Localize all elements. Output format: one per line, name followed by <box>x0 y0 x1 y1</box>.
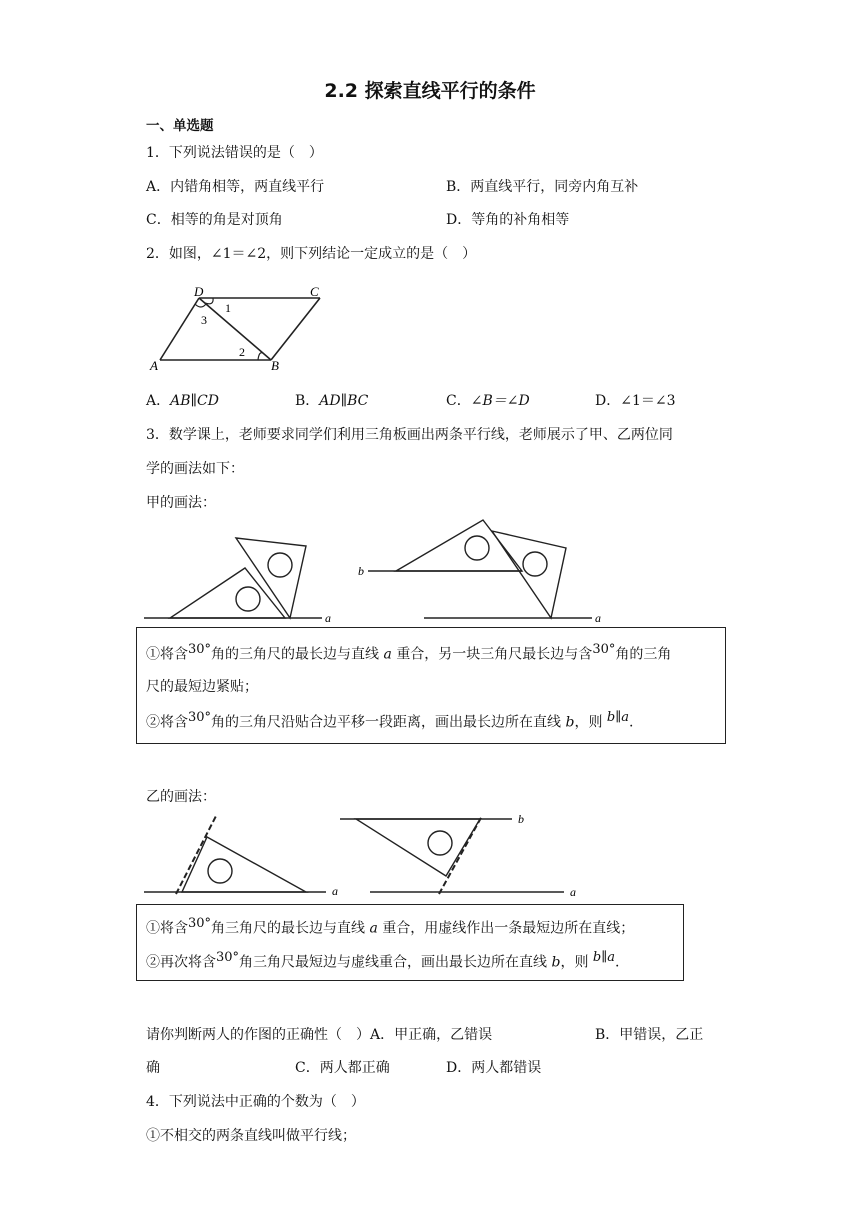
q2-label-d: D <box>194 284 204 299</box>
q2-label-c: C <box>310 284 319 299</box>
jia-s2-a: ②将含 <box>146 714 188 731</box>
yi-s1-deg: 30° <box>188 916 212 931</box>
yi-s1-b: 角三角尺的最长边与直线 <box>211 920 366 937</box>
jia-s2-rel: b∥a <box>606 710 629 725</box>
jia-s2-var: b <box>565 714 575 731</box>
jia-s2-end: . <box>629 714 634 731</box>
yi-left-line-a: a <box>332 884 338 898</box>
jia-s1-d: 角的三角 <box>615 646 672 663</box>
q3-yi-label: 乙的画法： <box>146 789 216 805</box>
jia-s2-c: ，则 <box>574 714 603 731</box>
yi-step1 <box>146 916 634 938</box>
q2-angle-2: 2 <box>239 345 245 359</box>
yi-s1-var: a <box>369 920 378 937</box>
jia-s1-deg2: 30° <box>592 642 616 657</box>
yi-step2 <box>146 950 619 972</box>
q3-jia-figures <box>140 516 620 628</box>
section-heading: 一、单选题 <box>146 118 214 134</box>
q2-option-b-prefix: B． <box>295 393 320 409</box>
jia-s1-c: 重合，另一块三角尺最长边与含 <box>396 646 593 663</box>
q3-jia-label: 甲的画法： <box>146 495 216 511</box>
q1-option-b: B．两直线平行，同旁内角互补 <box>446 179 639 195</box>
yi-right-line-a: a <box>570 885 576 899</box>
yi-s2-end: . <box>615 954 620 971</box>
q3-stem-line2: 学的画法如下： <box>146 461 244 477</box>
yi-s2-b: 角三角尺最短边与虚线重合，画出最长边所在直线 <box>239 954 548 971</box>
q3-option-b: B．甲错误，乙正 <box>595 1027 704 1043</box>
jia-left-line-a: a <box>325 611 331 625</box>
yi-s2-rel: b∥a <box>592 950 615 965</box>
q2-label-b: B <box>271 358 279 373</box>
yi-s2-c: ，则 <box>560 954 589 971</box>
jia-step2 <box>146 710 633 732</box>
q4-item1: ①不相交的两条直线叫做平行线； <box>146 1128 356 1144</box>
jia-right-line-b: b <box>358 564 364 578</box>
jia-s1-deg1: 30° <box>188 642 212 657</box>
yi-s2-var: b <box>551 954 561 971</box>
q1-stem: 1．下列说法错误的是（ ） <box>146 145 323 161</box>
yi-s2-deg: 30° <box>216 950 240 965</box>
jia-s1-a: ①将含 <box>146 646 188 663</box>
q4-stem: 4．下列说法中正确的个数为（ ） <box>146 1094 365 1110</box>
jia-s1-var: a <box>383 646 392 663</box>
q3-stem-line1: 3．数学课上，老师要求同学们利用三角板画出两条平行线，老师展示了甲、乙两位同 <box>146 427 673 443</box>
q3-ask-line2: 确 <box>146 1060 160 1076</box>
jia-s2-b: 角的三角尺沿贴合边平移一段距离，画出最长边所在直线 <box>211 714 562 731</box>
jia-step1-line1 <box>146 642 671 664</box>
yi-s1-c: 重合，用虚线作出一条最短边所在直线； <box>382 920 635 937</box>
q3-yi-figures <box>140 810 600 900</box>
yi-right-line-b: b <box>518 812 524 826</box>
q3-option-c: C．两人都正确 <box>295 1060 390 1076</box>
q2-angle-1: 1 <box>225 301 231 315</box>
q2-option-d: D．∠1＝∠3 <box>595 393 676 409</box>
q3-ask-line1: 请你判断两人的作图的正确性（ ）A．甲正确，乙错误 <box>146 1027 493 1043</box>
q3-option-d: D．两人都错误 <box>446 1060 542 1076</box>
yi-s1-a: ①将含 <box>146 920 188 937</box>
q2-option-a-body: AB∥CD <box>170 393 219 409</box>
q2-option-b-body: AD∥BC <box>319 393 369 409</box>
q1-option-a: A．内错角相等，两直线平行 <box>146 179 325 195</box>
q1-option-c: C．相等的角是对顶角 <box>146 212 283 228</box>
jia-right-line-a: a <box>595 611 601 625</box>
jia-s2-deg: 30° <box>188 710 212 725</box>
q2-angle-3: 3 <box>201 313 207 327</box>
q2-option-c-body: ∠B＝∠D <box>470 393 530 409</box>
q2-parallelogram-figure <box>144 282 334 374</box>
jia-s1-b: 角的三角尺的最长边与直线 <box>211 646 380 663</box>
q2-option-c-prefix: C． <box>446 393 471 409</box>
q2-label-a: A <box>150 358 158 373</box>
q2-option-b <box>295 390 368 410</box>
q2-option-a-prefix: A． <box>146 393 171 409</box>
jia-step1-line2: 尺的最短边紧贴； <box>146 679 258 695</box>
page-title: 2.2 探索直线平行的条件 <box>324 80 536 102</box>
q1-option-d: D．等角的补角相等 <box>446 212 570 228</box>
q2-option-a <box>146 390 219 410</box>
yi-s2-a: ②再次将含 <box>146 954 216 971</box>
q2-option-c <box>446 390 530 410</box>
q2-stem: 2．如图，∠1＝∠2，则下列结论一定成立的是（ ） <box>146 246 477 262</box>
